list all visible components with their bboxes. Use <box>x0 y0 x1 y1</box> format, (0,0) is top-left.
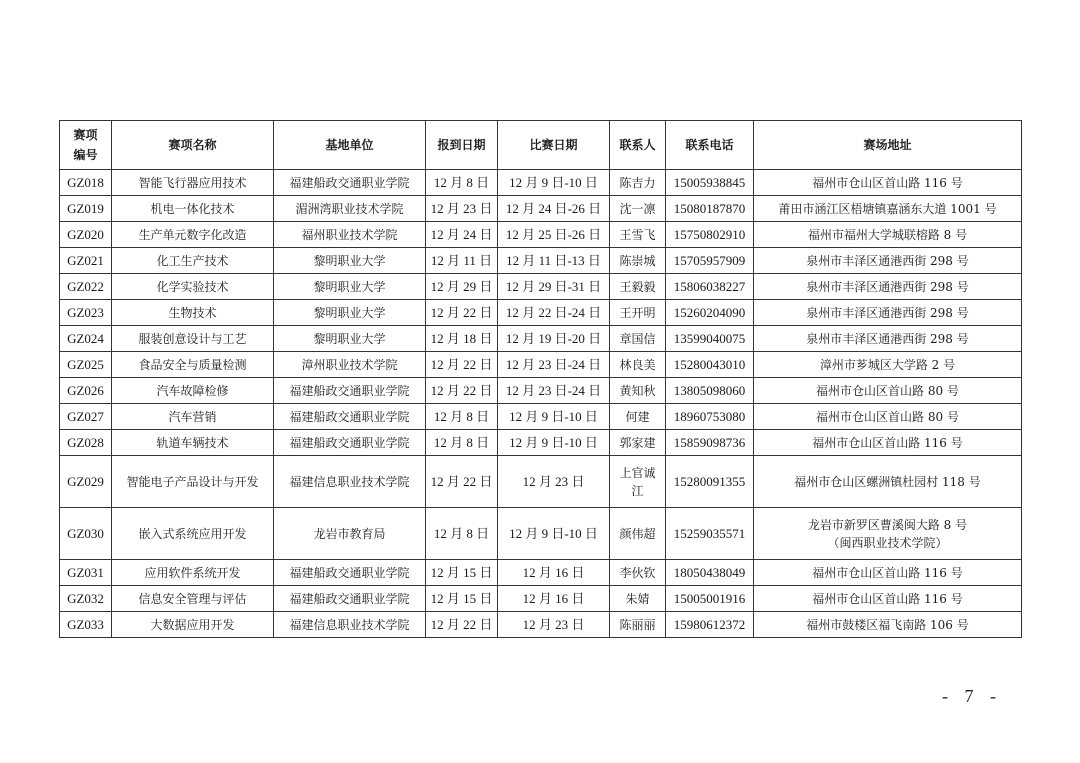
cell-checkin-date: 12 月 8 日 <box>426 508 498 560</box>
cell-host-unit: 福建船政交通职业学院 <box>274 560 426 586</box>
cell-checkin-date: 12 月 8 日 <box>426 170 498 196</box>
table-row <box>60 508 1022 560</box>
cell-event-name: 嵌入式系统应用开发 <box>112 508 274 560</box>
cell-venue-address: 福州市鼓楼区福飞南路 106 号 <box>754 612 1022 638</box>
cell-checkin-date: 12 月 15 日 <box>426 560 498 586</box>
table-row <box>60 222 1022 248</box>
cell-contact-phone: 15705957909 <box>666 248 754 274</box>
cell-host-unit: 黎明职业大学 <box>274 248 426 274</box>
cell-contact-phone: 15259035571 <box>666 508 754 560</box>
cell-checkin-date: 12 月 11 日 <box>426 248 498 274</box>
column-header-competition-date: 比赛日期 <box>498 121 610 170</box>
cell-contact-phone: 13599040075 <box>666 326 754 352</box>
cell-contact-person: 陈吉力 <box>610 170 666 196</box>
cell-contact-phone: 15005001916 <box>666 586 754 612</box>
cell-venue-address: 福州市仓山区首山路 116 号 <box>754 586 1022 612</box>
cell-competition-date: 12 月 23 日 <box>498 612 610 638</box>
cell-contact-phone: 15005938845 <box>666 170 754 196</box>
cell-venue-address: 漳州市芗城区大学路 2 号 <box>754 352 1022 378</box>
table-row <box>60 170 1022 196</box>
cell-competition-date: 12 月 24 日-26 日 <box>498 196 610 222</box>
cell-contact-person: 颜伟超 <box>610 508 666 560</box>
cell-host-unit: 黎明职业大学 <box>274 326 426 352</box>
cell-event-code: GZ022 <box>60 274 112 300</box>
cell-checkin-date: 12 月 22 日 <box>426 612 498 638</box>
cell-contact-person: 何建 <box>610 404 666 430</box>
cell-venue-address: 泉州市丰泽区通港西街 298 号 <box>754 274 1022 300</box>
cell-event-name: 生产单元数字化改造 <box>112 222 274 248</box>
cell-event-code: GZ018 <box>60 170 112 196</box>
cell-contact-phone: 13805098060 <box>666 378 754 404</box>
cell-event-code: GZ019 <box>60 196 112 222</box>
cell-event-name: 化学实验技术 <box>112 274 274 300</box>
column-header-event-name: 赛项名称 <box>112 121 274 170</box>
cell-event-code: GZ032 <box>60 586 112 612</box>
cell-event-code: GZ026 <box>60 378 112 404</box>
cell-competition-date: 12 月 9 日-10 日 <box>498 404 610 430</box>
cell-event-code: GZ028 <box>60 430 112 456</box>
cell-contact-phone: 15750802910 <box>666 222 754 248</box>
cell-contact-person: 黄知秋 <box>610 378 666 404</box>
column-header-contact-person: 联系人 <box>610 121 666 170</box>
cell-contact-person: 王开明 <box>610 300 666 326</box>
cell-contact-phone: 18960753080 <box>666 404 754 430</box>
competition-table <box>59 120 1022 638</box>
cell-competition-date: 12 月 16 日 <box>498 586 610 612</box>
cell-contact-person: 林良美 <box>610 352 666 378</box>
table-header-row <box>60 121 1022 170</box>
cell-contact-phone: 15980612372 <box>666 612 754 638</box>
cell-venue-address: 福州市仓山区首山路 80 号 <box>754 404 1022 430</box>
table-row <box>60 196 1022 222</box>
cell-contact-person: 王毅毅 <box>610 274 666 300</box>
cell-venue-address: 福州市仓山区首山路 116 号 <box>754 560 1022 586</box>
cell-competition-date: 12 月 23 日-24 日 <box>498 352 610 378</box>
cell-host-unit: 黎明职业大学 <box>274 300 426 326</box>
cell-contact-person: 沈一凛 <box>610 196 666 222</box>
column-header-contact-phone: 联系电话 <box>666 121 754 170</box>
cell-contact-person: 上官诚 江 <box>610 456 666 508</box>
cell-event-name: 智能电子产品设计与开发 <box>112 456 274 508</box>
cell-event-name: 食品安全与质量检测 <box>112 352 274 378</box>
cell-checkin-date: 12 月 22 日 <box>426 352 498 378</box>
cell-event-name: 生物技术 <box>112 300 274 326</box>
cell-host-unit: 福建船政交通职业学院 <box>274 378 426 404</box>
cell-host-unit: 黎明职业大学 <box>274 274 426 300</box>
cell-competition-date: 12 月 23 日-24 日 <box>498 378 610 404</box>
cell-venue-address: 福州市仓山区首山路 116 号 <box>754 170 1022 196</box>
column-header-checkin-date: 报到日期 <box>426 121 498 170</box>
cell-event-code: GZ025 <box>60 352 112 378</box>
cell-competition-date: 12 月 9 日-10 日 <box>498 170 610 196</box>
cell-competition-date: 12 月 11 日-13 日 <box>498 248 610 274</box>
cell-event-name: 化工生产技术 <box>112 248 274 274</box>
cell-competition-date: 12 月 23 日 <box>498 456 610 508</box>
cell-host-unit: 福建船政交通职业学院 <box>274 586 426 612</box>
page-number: - 7 - <box>942 686 1002 706</box>
document-page <box>59 120 1021 638</box>
table-row <box>60 560 1022 586</box>
column-header-host-unit: 基地单位 <box>274 121 426 170</box>
cell-event-code: GZ029 <box>60 456 112 508</box>
cell-competition-date: 12 月 19 日-20 日 <box>498 326 610 352</box>
cell-contact-phone: 15080187870 <box>666 196 754 222</box>
cell-event-code: GZ031 <box>60 560 112 586</box>
cell-venue-address: 莆田市涵江区梧塘镇嘉涵东大道 1001 号 <box>754 196 1022 222</box>
table-row <box>60 326 1022 352</box>
table-row <box>60 612 1022 638</box>
cell-contact-phone: 15280043010 <box>666 352 754 378</box>
table-row <box>60 352 1022 378</box>
table-body <box>60 170 1022 638</box>
cell-host-unit: 福建信息职业技术学院 <box>274 612 426 638</box>
cell-contact-person: 陈崇城 <box>610 248 666 274</box>
cell-checkin-date: 12 月 29 日 <box>426 274 498 300</box>
cell-contact-phone: 15260204090 <box>666 300 754 326</box>
cell-venue-address: 福州市福州大学城联榕路 8 号 <box>754 222 1022 248</box>
cell-host-unit: 福建船政交通职业学院 <box>274 170 426 196</box>
cell-checkin-date: 12 月 22 日 <box>426 300 498 326</box>
cell-competition-date: 12 月 9 日-10 日 <box>498 430 610 456</box>
cell-competition-date: 12 月 29 日-31 日 <box>498 274 610 300</box>
cell-event-code: GZ020 <box>60 222 112 248</box>
cell-event-code: GZ021 <box>60 248 112 274</box>
cell-host-unit: 漳州职业技术学院 <box>274 352 426 378</box>
cell-event-code: GZ030 <box>60 508 112 560</box>
table-row <box>60 378 1022 404</box>
cell-checkin-date: 12 月 23 日 <box>426 196 498 222</box>
cell-host-unit: 福建信息职业技术学院 <box>274 456 426 508</box>
cell-event-code: GZ024 <box>60 326 112 352</box>
cell-event-name: 智能飞行器应用技术 <box>112 170 274 196</box>
cell-event-code: GZ027 <box>60 404 112 430</box>
cell-competition-date: 12 月 9 日-10 日 <box>498 508 610 560</box>
cell-venue-address: 福州市仓山区首山路 116 号 <box>754 430 1022 456</box>
cell-venue-address: 泉州市丰泽区通港西街 298 号 <box>754 300 1022 326</box>
cell-host-unit: 福建船政交通职业学院 <box>274 404 426 430</box>
cell-venue-address: 福州市仓山区螺洲镇杜园村 118 号 <box>754 456 1022 508</box>
cell-event-name: 汽车营销 <box>112 404 274 430</box>
cell-event-name: 汽车故障检修 <box>112 378 274 404</box>
cell-host-unit: 福州职业技术学院 <box>274 222 426 248</box>
table-row <box>60 248 1022 274</box>
cell-venue-address: 龙岩市新罗区曹溪闽大路 8 号 （闽西职业技术学院） <box>754 508 1022 560</box>
cell-contact-person: 郭家建 <box>610 430 666 456</box>
cell-contact-person: 陈丽丽 <box>610 612 666 638</box>
column-header-event-code: 赛项 编号 <box>60 121 112 170</box>
cell-contact-phone: 18050438049 <box>666 560 754 586</box>
table-row <box>60 300 1022 326</box>
cell-contact-phone: 15280091355 <box>666 456 754 508</box>
cell-competition-date: 12 月 16 日 <box>498 560 610 586</box>
cell-contact-person: 章国信 <box>610 326 666 352</box>
cell-host-unit: 龙岩市教育局 <box>274 508 426 560</box>
column-header-venue-address: 赛场地址 <box>754 121 1022 170</box>
table-row <box>60 456 1022 508</box>
cell-event-name: 服装创意设计与工艺 <box>112 326 274 352</box>
cell-contact-person: 李伙钦 <box>610 560 666 586</box>
cell-venue-address: 福州市仓山区首山路 80 号 <box>754 378 1022 404</box>
cell-event-code: GZ023 <box>60 300 112 326</box>
cell-contact-person: 王雪飞 <box>610 222 666 248</box>
cell-checkin-date: 12 月 8 日 <box>426 430 498 456</box>
cell-competition-date: 12 月 25 日-26 日 <box>498 222 610 248</box>
cell-competition-date: 12 月 22 日-24 日 <box>498 300 610 326</box>
cell-host-unit: 湄洲湾职业技术学院 <box>274 196 426 222</box>
cell-event-name: 信息安全管理与评估 <box>112 586 274 612</box>
cell-event-name: 应用软件系统开发 <box>112 560 274 586</box>
cell-host-unit: 福建船政交通职业学院 <box>274 430 426 456</box>
cell-event-name: 机电一体化技术 <box>112 196 274 222</box>
cell-checkin-date: 12 月 24 日 <box>426 222 498 248</box>
cell-venue-address: 泉州市丰泽区通港西街 298 号 <box>754 326 1022 352</box>
table-row <box>60 430 1022 456</box>
cell-checkin-date: 12 月 15 日 <box>426 586 498 612</box>
cell-checkin-date: 12 月 8 日 <box>426 404 498 430</box>
table-row <box>60 404 1022 430</box>
cell-contact-person: 朱婧 <box>610 586 666 612</box>
cell-contact-phone: 15859098736 <box>666 430 754 456</box>
cell-checkin-date: 12 月 22 日 <box>426 378 498 404</box>
cell-contact-phone: 15806038227 <box>666 274 754 300</box>
cell-event-code: GZ033 <box>60 612 112 638</box>
cell-checkin-date: 12 月 18 日 <box>426 326 498 352</box>
cell-checkin-date: 12 月 22 日 <box>426 456 498 508</box>
table-row <box>60 586 1022 612</box>
cell-event-name: 大数据应用开发 <box>112 612 274 638</box>
table-row <box>60 274 1022 300</box>
cell-venue-address: 泉州市丰泽区通港西街 298 号 <box>754 248 1022 274</box>
cell-event-name: 轨道车辆技术 <box>112 430 274 456</box>
